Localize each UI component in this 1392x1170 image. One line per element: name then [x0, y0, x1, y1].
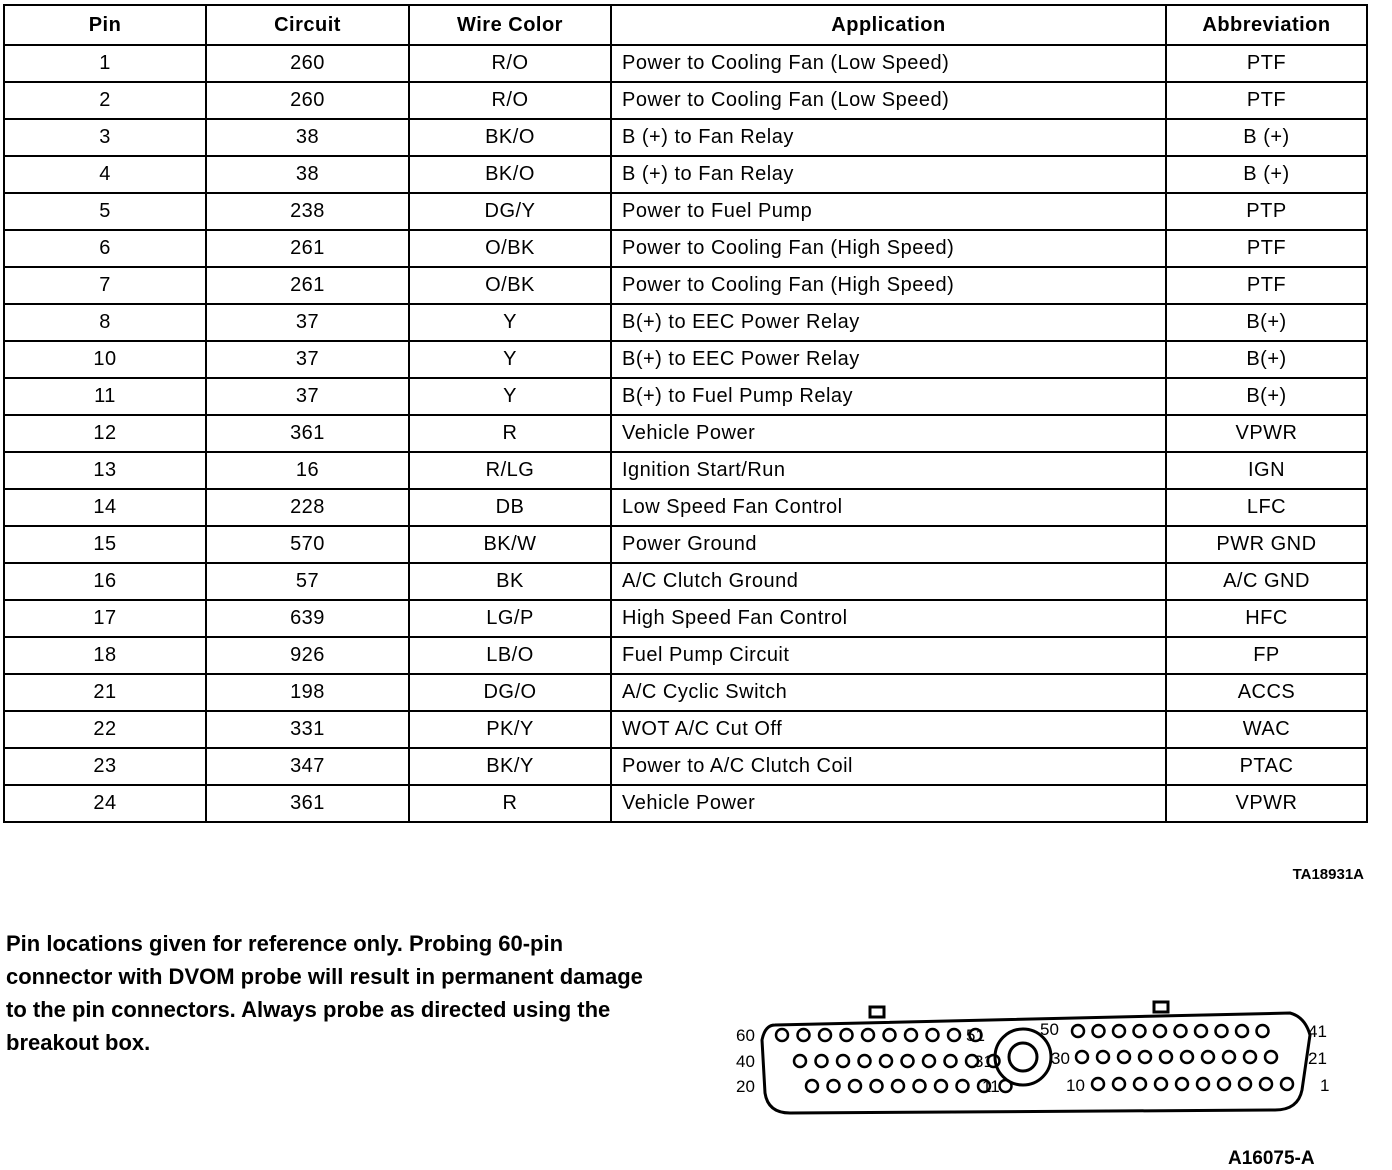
cell-application: B (+) to Fan Relay: [611, 119, 1166, 156]
cell-pin: 4: [4, 156, 206, 193]
connector-diagram: [730, 995, 1350, 1115]
pin-hole: [1216, 1025, 1228, 1037]
connector-key-inner: [1009, 1043, 1037, 1071]
table-row: [4, 82, 1367, 119]
pin-hole: [935, 1080, 947, 1092]
cell-pin: 21: [4, 674, 206, 711]
pin-hole: [794, 1055, 806, 1067]
table-row: [4, 119, 1367, 156]
pin-hole: [1076, 1051, 1088, 1063]
cell-pin: 13: [4, 452, 206, 489]
pin-hole: [862, 1029, 874, 1041]
cell-abbreviation: WAC: [1166, 711, 1367, 748]
cell-circuit: 347: [206, 748, 409, 785]
cell-wire-color: O/BK: [409, 267, 611, 304]
pin-hole: [945, 1055, 957, 1067]
cell-pin: 8: [4, 304, 206, 341]
cell-wire-color: BK: [409, 563, 611, 600]
cell-pin: 22: [4, 711, 206, 748]
pin-hole: [1155, 1078, 1167, 1090]
table-row: [4, 304, 1367, 341]
pin-table: [3, 4, 1368, 823]
pin-hole: [1113, 1025, 1125, 1037]
cell-pin: 1: [4, 45, 206, 82]
figure-reference-code: A16075-A: [1228, 1148, 1315, 1169]
cell-abbreviation: PWR GND: [1166, 526, 1367, 563]
cell-wire-color: O/BK: [409, 230, 611, 267]
table-row: [4, 526, 1367, 563]
cell-circuit: 16: [206, 452, 409, 489]
pin-hole: [1265, 1051, 1277, 1063]
cell-pin: 7: [4, 267, 206, 304]
cell-wire-color: R/O: [409, 82, 611, 119]
pin-hole: [923, 1055, 935, 1067]
pin-hole: [880, 1055, 892, 1067]
cell-pin: 17: [4, 600, 206, 637]
table-row: [4, 489, 1367, 526]
cell-abbreviation: PTAC: [1166, 748, 1367, 785]
table-row: [4, 193, 1367, 230]
cell-abbreviation: PTF: [1166, 230, 1367, 267]
cell-wire-color: R/LG: [409, 452, 611, 489]
table-row: [4, 600, 1367, 637]
pin-hole: [902, 1055, 914, 1067]
pin-hole: [1072, 1025, 1084, 1037]
pin-hole: [957, 1080, 969, 1092]
table-row: [4, 748, 1367, 785]
pin-hole: [849, 1080, 861, 1092]
cell-application: B(+) to EEC Power Relay: [611, 304, 1166, 341]
header-circuit: Circuit: [206, 5, 409, 45]
pin-hole: [1236, 1025, 1248, 1037]
cell-pin: 24: [4, 785, 206, 822]
cell-abbreviation: B(+): [1166, 378, 1367, 415]
cell-wire-color: BK/O: [409, 156, 611, 193]
table-row: [4, 674, 1367, 711]
pin-hole: [841, 1029, 853, 1041]
cell-application: Power to Cooling Fan (High Speed): [611, 267, 1166, 304]
cell-pin: 15: [4, 526, 206, 563]
header-pin: Pin: [4, 5, 206, 45]
table-row: [4, 637, 1367, 674]
cell-application: Fuel Pump Circuit: [611, 637, 1166, 674]
cell-circuit: 38: [206, 119, 409, 156]
pin-hole: [884, 1029, 896, 1041]
pin-hole: [914, 1080, 926, 1092]
cell-application: Ignition Start/Run: [611, 452, 1166, 489]
cell-wire-color: DG/O: [409, 674, 611, 711]
cell-wire-color: Y: [409, 304, 611, 341]
pin-hole: [1093, 1025, 1105, 1037]
cell-application: Vehicle Power: [611, 785, 1166, 822]
cell-wire-color: DB: [409, 489, 611, 526]
header-application: Application: [611, 5, 1166, 45]
cell-pin: 5: [4, 193, 206, 230]
cell-wire-color: DG/Y: [409, 193, 611, 230]
cell-wire-color: LB/O: [409, 637, 611, 674]
cell-abbreviation: B(+): [1166, 341, 1367, 378]
pin-hole: [927, 1029, 939, 1041]
cell-circuit: 261: [206, 230, 409, 267]
connector-tab: [1154, 1002, 1168, 1012]
cell-circuit: 57: [206, 563, 409, 600]
pin-hole: [1118, 1051, 1130, 1063]
cell-circuit: 260: [206, 82, 409, 119]
pin-hole: [1160, 1051, 1172, 1063]
pin-label-51: 51: [966, 1026, 985, 1045]
cell-application: B(+) to EEC Power Relay: [611, 341, 1166, 378]
table-row: [4, 156, 1367, 193]
table-row: [4, 785, 1367, 822]
table-row: [4, 267, 1367, 304]
pin-hole: [1197, 1078, 1209, 1090]
cell-circuit: 570: [206, 526, 409, 563]
cell-application: Power Ground: [611, 526, 1166, 563]
cell-pin: 6: [4, 230, 206, 267]
connector-tab: [870, 1007, 884, 1017]
cell-application: Power to A/C Clutch Coil: [611, 748, 1166, 785]
table-row: [4, 341, 1367, 378]
pin-hole: [1202, 1051, 1214, 1063]
pin-hole: [1257, 1025, 1269, 1037]
cell-wire-color: BK/O: [409, 119, 611, 156]
pin-label-60: 60: [736, 1026, 755, 1045]
pin-label-50: 50: [1040, 1020, 1059, 1039]
pin-hole: [776, 1029, 788, 1041]
cell-application: A/C Cyclic Switch: [611, 674, 1166, 711]
cell-circuit: 926: [206, 637, 409, 674]
cell-abbreviation: LFC: [1166, 489, 1367, 526]
table-row: [4, 378, 1367, 415]
table-row: [4, 563, 1367, 600]
pin-hole: [1223, 1051, 1235, 1063]
table-row: [4, 415, 1367, 452]
cell-pin: 11: [4, 378, 206, 415]
pin-hole: [1134, 1025, 1146, 1037]
pin-hole: [1281, 1078, 1293, 1090]
cell-circuit: 38: [206, 156, 409, 193]
cell-circuit: 228: [206, 489, 409, 526]
pin-hole: [1134, 1078, 1146, 1090]
table-row: [4, 452, 1367, 489]
cell-abbreviation: PTP: [1166, 193, 1367, 230]
cell-circuit: 37: [206, 378, 409, 415]
cell-pin: 10: [4, 341, 206, 378]
cell-application: Vehicle Power: [611, 415, 1166, 452]
cell-application: Power to Cooling Fan (Low Speed): [611, 82, 1166, 119]
cell-wire-color: R/O: [409, 45, 611, 82]
pin-hole: [828, 1080, 840, 1092]
cell-application: WOT A/C Cut Off: [611, 711, 1166, 748]
pin-label-1: 1: [1320, 1076, 1330, 1095]
pin-label-30: 30: [1051, 1049, 1070, 1068]
cell-abbreviation: PTF: [1166, 267, 1367, 304]
pin-hole: [1097, 1051, 1109, 1063]
pin-hole: [837, 1055, 849, 1067]
pin-hole: [905, 1029, 917, 1041]
cell-pin: 18: [4, 637, 206, 674]
table-row: [4, 230, 1367, 267]
pin-hole: [1092, 1078, 1104, 1090]
header-row: [4, 5, 1367, 45]
cell-circuit: 639: [206, 600, 409, 637]
pin-hole: [1139, 1051, 1151, 1063]
cell-abbreviation: VPWR: [1166, 785, 1367, 822]
cell-application: Power to Cooling Fan (Low Speed): [611, 45, 1166, 82]
pin-label-20: 20: [736, 1077, 755, 1096]
pin-hole: [1195, 1025, 1207, 1037]
pin-hole: [892, 1080, 904, 1092]
table-row: [4, 711, 1367, 748]
pin-label-21: 21: [1308, 1049, 1327, 1068]
cell-wire-color: Y: [409, 341, 611, 378]
cell-application: Power to Cooling Fan (High Speed): [611, 230, 1166, 267]
cell-abbreviation: IGN: [1166, 452, 1367, 489]
cell-wire-color: Y: [409, 378, 611, 415]
cell-circuit: 238: [206, 193, 409, 230]
cell-pin: 12: [4, 415, 206, 452]
pin-hole: [806, 1080, 818, 1092]
pin-hole: [1218, 1078, 1230, 1090]
pin-label-31: 31: [974, 1052, 993, 1071]
cell-wire-color: BK/Y: [409, 748, 611, 785]
pin-hole: [859, 1055, 871, 1067]
cell-circuit: 361: [206, 785, 409, 822]
cell-application: Power to Fuel Pump: [611, 193, 1166, 230]
pin-hole: [1244, 1051, 1256, 1063]
cell-abbreviation: A/C GND: [1166, 563, 1367, 600]
cell-circuit: 260: [206, 45, 409, 82]
header-wire-color: Wire Color: [409, 5, 611, 45]
cell-circuit: 37: [206, 304, 409, 341]
cell-circuit: 361: [206, 415, 409, 452]
pin-hole: [1239, 1078, 1251, 1090]
pin-hole: [1113, 1078, 1125, 1090]
cell-wire-color: R: [409, 785, 611, 822]
header-abbreviation: Abbreviation: [1166, 5, 1367, 45]
pin-hole: [948, 1029, 960, 1041]
pin-hole: [1154, 1025, 1166, 1037]
cell-pin: 23: [4, 748, 206, 785]
cell-abbreviation: B(+): [1166, 304, 1367, 341]
cell-application: B (+) to Fan Relay: [611, 156, 1166, 193]
cell-pin: 2: [4, 82, 206, 119]
cell-wire-color: BK/W: [409, 526, 611, 563]
pin-label-10: 10: [1066, 1076, 1085, 1095]
pin-hole: [798, 1029, 810, 1041]
cell-wire-color: LG/P: [409, 600, 611, 637]
cell-wire-color: R: [409, 415, 611, 452]
pin-hole: [1260, 1078, 1272, 1090]
cell-abbreviation: ACCS: [1166, 674, 1367, 711]
caution-note: Pin locations given for reference only. Probing 60-pin connector with DVOM probe will result in permanent damage to the pin connectors. Always probe as directed using the breakout box.: [6, 931, 643, 1055]
cell-circuit: 198: [206, 674, 409, 711]
pin-hole: [871, 1080, 883, 1092]
cell-application: A/C Clutch Ground: [611, 563, 1166, 600]
cell-abbreviation: B (+): [1166, 119, 1367, 156]
cell-circuit: 261: [206, 267, 409, 304]
pin-hole: [1176, 1078, 1188, 1090]
pin-hole: [819, 1029, 831, 1041]
cell-abbreviation: VPWR: [1166, 415, 1367, 452]
cell-pin: 3: [4, 119, 206, 156]
cell-application: Low Speed Fan Control: [611, 489, 1166, 526]
cell-abbreviation: HFC: [1166, 600, 1367, 637]
table-row: [4, 45, 1367, 82]
pin-label-41: 41: [1308, 1022, 1327, 1041]
pin-label-11: 11: [982, 1077, 1000, 1096]
cell-wire-color: PK/Y: [409, 711, 611, 748]
table-reference-code: TA18931A: [1292, 866, 1364, 883]
cell-pin: 16: [4, 563, 206, 600]
cell-pin: 14: [4, 489, 206, 526]
cell-abbreviation: B (+): [1166, 156, 1367, 193]
cell-circuit: 331: [206, 711, 409, 748]
cell-abbreviation: FP: [1166, 637, 1367, 674]
cell-application: High Speed Fan Control: [611, 600, 1166, 637]
cell-circuit: 37: [206, 341, 409, 378]
pin-hole: [816, 1055, 828, 1067]
cell-abbreviation: PTF: [1166, 82, 1367, 119]
cell-application: B(+) to Fuel Pump Relay: [611, 378, 1166, 415]
cell-abbreviation: PTF: [1166, 45, 1367, 82]
pin-label-40: 40: [736, 1052, 755, 1071]
pin-hole: [1181, 1051, 1193, 1063]
pin-hole: [1175, 1025, 1187, 1037]
